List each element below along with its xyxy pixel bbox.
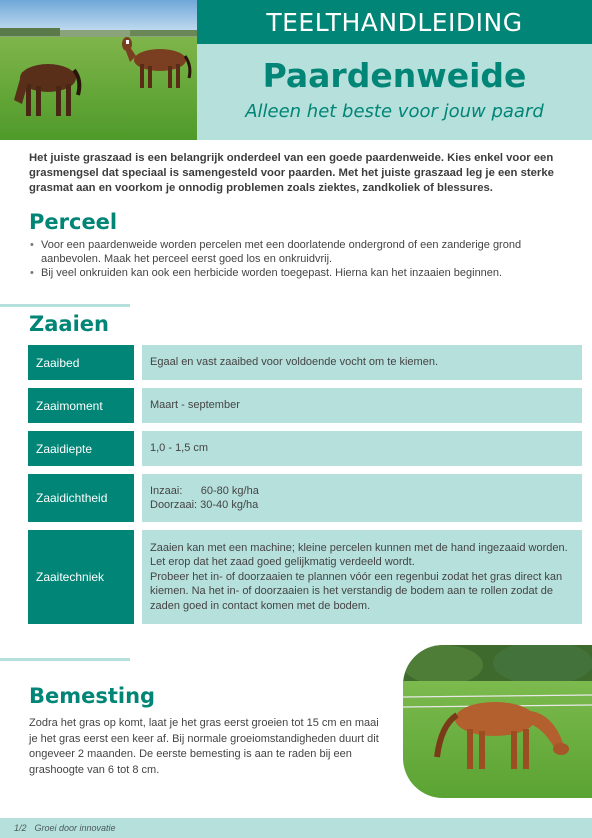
row-label: Zaaitechniek [28,530,134,624]
value-line: Maart - september [150,399,240,412]
section-divider [0,658,130,661]
table-row [28,345,582,380]
row-value [142,388,582,423]
row-value [142,345,582,380]
perceel-bullets [29,238,564,280]
header-band [197,0,592,44]
page-footer [0,818,592,838]
header-kicker: TEELTHANDLEIDING [266,7,523,37]
heading-zaaien: Zaaien [29,312,109,336]
row-value [142,474,582,522]
table-row [28,474,582,522]
heading-bemesting: Bemesting [29,684,156,708]
row-value [142,431,582,466]
value-line: Probeer het in- of doorzaaien te plannen vóór een regenbui zodat het gras direct kan kiemen. Na het in- of doorzaaien is het verstandig de bodem aan te rollen zodat de zaden goed in contact komen met de bodem. [150,570,563,612]
value-line: Egaal en vast zaaibed voor voldoende vocht om te kiemen. [150,356,439,369]
value-line: Doorzaai: 30-40 kg/ha [150,499,259,511]
row-label: Zaaibed [28,345,134,380]
table-row [28,530,582,624]
footer-slogan: Groei door innovatie [34,823,116,833]
page-subtitle: Alleen het beste voor jouw paard [245,101,544,122]
row-label: Zaaimoment [28,388,134,423]
intro-paragraph: Het juiste graszaad is een belangrijk onderdeel van een goede paardenweide. Kies enkel voor een grasmengsel dat speciaal is samengesteld voor paarden. Met het juiste graszaad leg je een sterke grasmat aan en voorkom je onnodig problemen zoals ziektes, zandkoliek of blessures. [29,152,554,194]
heading-perceel: Perceel [29,210,118,234]
section-divider [0,304,130,307]
page-number: 1/2 [14,823,27,833]
value-line: 1,0 - 1,5 cm [150,442,209,455]
value-line: Zaaien kan met een machine; kleine percelen kunnen met de hand ingezaaid worden. Let erop dat het zaad goed gelijkmatig verdeeld wordt. [150,541,568,569]
value-line: Inzaai: 60-80 kg/ha [150,484,259,497]
row-label: Zaaidichtheid [28,474,134,522]
table-row [28,388,582,423]
list-item: • Bij veel onkruiden kan ook een herbicide worden toegepast. Hierna kan het inzaaien beginnen. [29,266,564,280]
header-panel [197,44,592,140]
photo-grazing-horse [403,645,592,798]
page-title: Paardenweide [262,56,527,95]
row-value [142,530,582,624]
hero-photo-horses [0,0,197,140]
bemesting-paragraph: Zodra het gras op komt, laat je het gras eerst groeien tot 15 cm en maai je het gras eerst een keer af. Bij normale groeiomstandigheden duurt dit ongeveer 2 maanden. De eerste bemesting is aan te raden bij een grashoogte van 6 tot 8 cm. [29,717,379,776]
list-item: • Voor een paardenweide worden percelen met een doorlatende ondergrond of een zanderige grond aanbevolen. Maak het perceel eerst goed los en onkruidvrij. [29,238,564,266]
table-row [28,431,582,466]
row-label: Zaaidiepte [28,431,134,466]
